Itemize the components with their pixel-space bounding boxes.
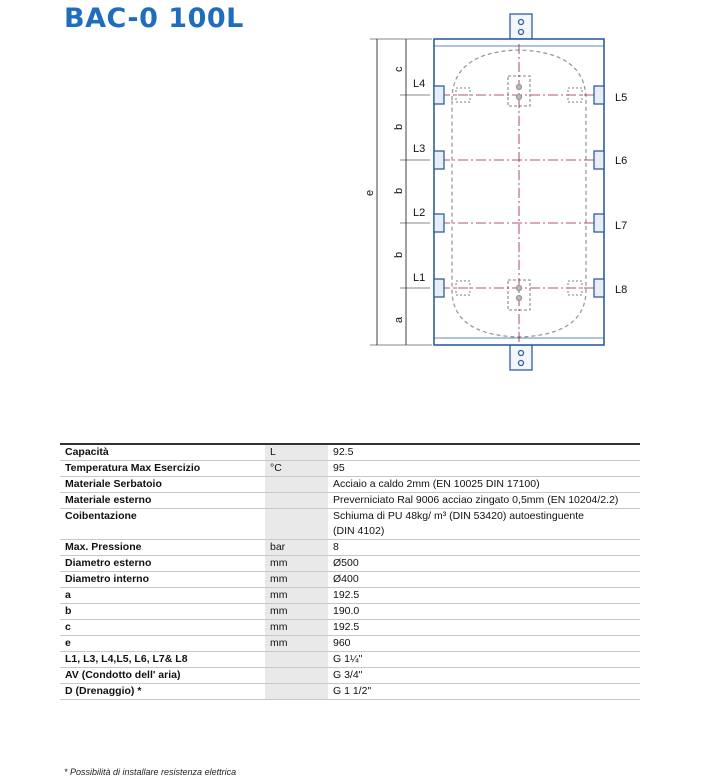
spec-value-line: 8 <box>333 541 339 553</box>
spec-row <box>60 461 640 477</box>
spec-value-line: 960 <box>333 637 351 649</box>
spec-value-line: G 1 1/2" <box>333 685 372 697</box>
dim-e: e <box>364 189 376 196</box>
spec-unit: mm <box>265 636 328 652</box>
spec-row <box>60 588 640 604</box>
spec-row <box>60 668 640 684</box>
spec-label: Coibentazione <box>65 510 137 522</box>
spec-value-line: (DIN 4102) <box>333 525 385 537</box>
label-L5: L5 <box>615 92 628 104</box>
spec-value <box>328 668 640 684</box>
dim-c: c <box>393 66 405 72</box>
spec-label: Diametro interno <box>65 573 150 585</box>
label-L3: L3 <box>413 143 426 155</box>
spec-row <box>60 572 640 588</box>
label-L8: L8 <box>615 284 628 296</box>
spec-value-line: Ø400 <box>333 573 359 585</box>
spec-label: a <box>65 589 71 601</box>
spec-row <box>60 540 640 556</box>
spec-value <box>328 620 640 636</box>
spec-row <box>60 493 640 509</box>
spec-value <box>328 444 640 461</box>
spec-value <box>328 636 640 652</box>
spec-label: Capacità <box>65 446 109 458</box>
spec-value-line: 190.0 <box>333 605 360 617</box>
spec-unit: L <box>265 444 328 461</box>
dim-b-2: b <box>393 187 405 194</box>
spec-unit <box>265 493 328 509</box>
spec-label: e <box>65 637 71 649</box>
spec-row <box>60 636 640 652</box>
spec-row <box>60 556 640 572</box>
spec-value <box>328 509 640 540</box>
spec-value-line: Acciaio a caldo 2mm (EN 10025 DIN 17100) <box>333 478 540 490</box>
spec-value <box>328 572 640 588</box>
spec-unit <box>265 668 328 684</box>
label-L6: L6 <box>615 155 628 167</box>
spec-unit <box>265 477 328 493</box>
spec-unit: mm <box>265 604 328 620</box>
spec-label: Materiale Serbatoio <box>65 478 162 490</box>
spec-unit: bar <box>265 540 328 556</box>
spec-value <box>328 477 640 493</box>
spec-row <box>60 684 640 700</box>
label-L7: L7 <box>615 220 628 232</box>
label-L4: L4 <box>413 78 426 90</box>
spec-value <box>328 540 640 556</box>
page-title: BAC-0 100L <box>64 3 244 34</box>
spec-label: D (Drenaggio) * <box>65 685 142 697</box>
spec-value <box>328 493 640 509</box>
label-L2: L2 <box>413 207 426 219</box>
dim-b-1: b <box>393 123 405 130</box>
spec-unit <box>265 509 328 540</box>
spec-value-line: G 1¼" <box>333 653 363 665</box>
spec-value-line: 92.5 <box>333 446 354 458</box>
spec-value-line: Schiuma di PU 48kg/ m³ (DIN 53420) autoestinguente <box>333 510 584 522</box>
spec-value <box>328 461 640 477</box>
spec-value <box>328 684 640 700</box>
spec-unit: mm <box>265 556 328 572</box>
footnote: * Possibilità di installare resistenza elettrica <box>64 767 237 777</box>
spec-value-line: 95 <box>333 462 345 474</box>
spec-unit <box>265 652 328 668</box>
spec-label: AV (Condotto dell' aria) <box>65 669 181 681</box>
spec-row <box>60 620 640 636</box>
spec-value-line: Ø500 <box>333 557 359 569</box>
spec-row <box>60 477 640 493</box>
dim-a: a <box>393 316 405 323</box>
spec-label: Materiale esterno <box>65 494 152 506</box>
spec-label: Max. Pressione <box>65 541 142 553</box>
spec-label: b <box>65 605 72 617</box>
spec-row <box>60 604 640 620</box>
spec-row <box>60 444 640 461</box>
spec-value <box>328 556 640 572</box>
spec-value <box>328 652 640 668</box>
spec-label: L1, L3, L4,L5, L6, L7& L8 <box>65 653 188 665</box>
spec-label: Temperatura Max Esercizio <box>65 462 201 474</box>
spec-unit: °C <box>265 461 328 477</box>
spec-value-line: G 3/4" <box>333 669 363 681</box>
spec-value-line: Preverniciato Ral 9006 acciao zingato 0,5mm (EN 10204/2.2) <box>333 494 619 506</box>
spec-unit: mm <box>265 572 328 588</box>
dim-b-3: b <box>393 251 405 258</box>
specs-table <box>60 443 640 700</box>
spec-label: Diametro esterno <box>65 557 152 569</box>
spec-row <box>60 509 640 540</box>
spec-unit: mm <box>265 620 328 636</box>
spec-row <box>60 652 640 668</box>
spec-value-line: 192.5 <box>333 621 360 633</box>
spec-unit: mm <box>265 588 328 604</box>
spec-value <box>328 588 640 604</box>
spec-label: c <box>65 621 71 633</box>
spec-value-line: 192.5 <box>333 589 360 601</box>
spec-unit <box>265 684 328 700</box>
label-L1: L1 <box>413 272 426 284</box>
spec-value <box>328 604 640 620</box>
